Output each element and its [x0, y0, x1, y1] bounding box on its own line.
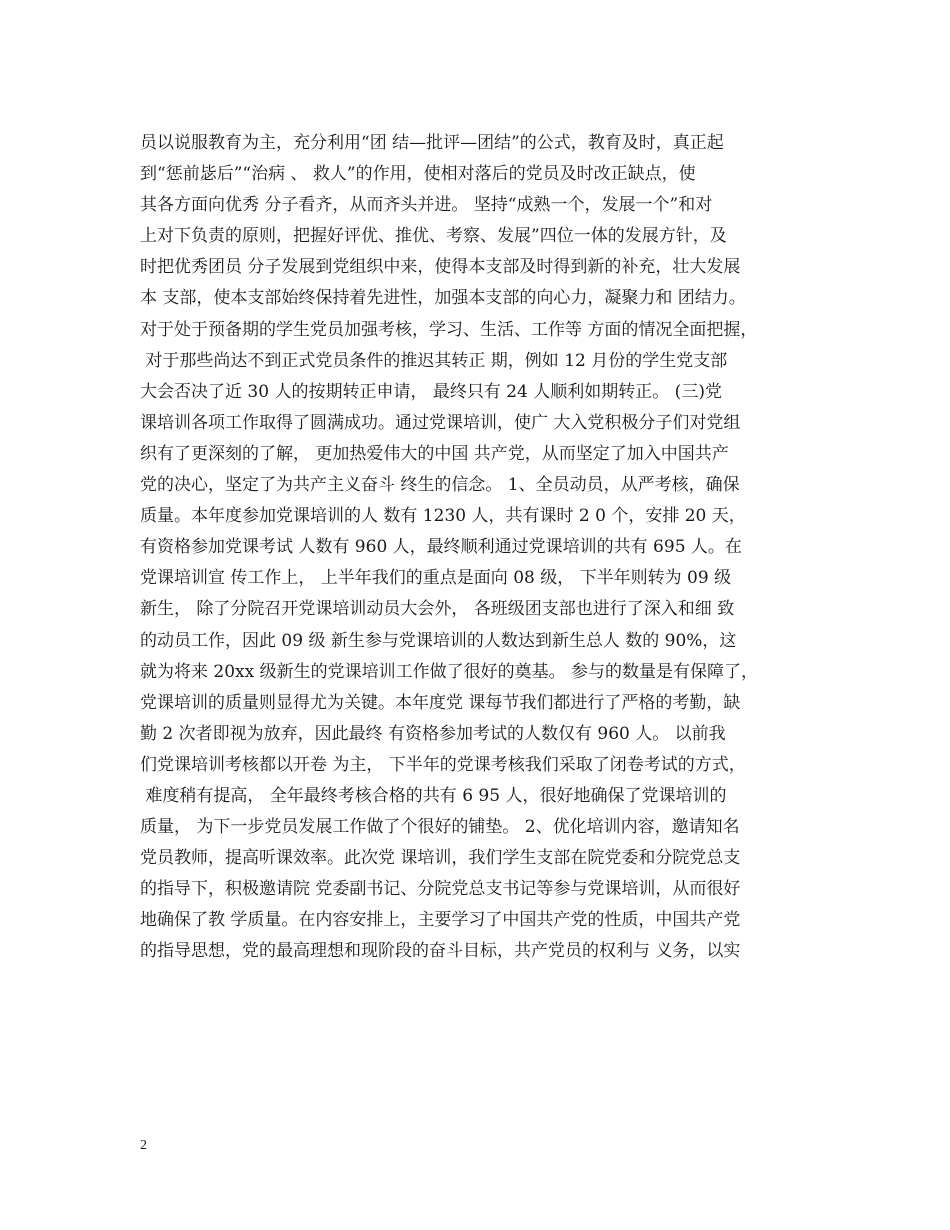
text-line: 勤 2 次者即视为放弃，因此最终 有资格参加考试的人数仅有 960 人。 以前我	[140, 723, 726, 744]
text-line: 对于那些尚达不到正式党员条件的推迟其转正 期，例如 12 月份的学生党支部	[140, 350, 728, 371]
text-line: 时把优秀团员 分子发展到党组织中来，使得本支部及时得到新的补充，壮大发展	[140, 257, 741, 278]
text-line: 党课培训的质量则显得尤为关键。本年度党 课每节我们都进行了严格的考勤，缺	[140, 692, 741, 713]
text-line: 到“惩前毖后”“治病 、 救人”的作用，使相对落后的党员及时改正缺点，使	[140, 164, 696, 185]
text-line: 员以说服教育为主，充分利用“团 结—批评—团结”的公式，教育及时，真正起	[140, 133, 724, 153]
text-line: 的动员工作，因此 09 级 新生参与党课培训的人数达到新生总人 数的 90%，这	[140, 630, 737, 651]
text-line: 党课培训宣 传工作上， 上半年我们的重点是面向 08 级， 下半年则转为 09 级	[140, 568, 732, 589]
body-text	[140, 128, 840, 968]
text-line: 就为将来 20xx 级新生的党课培训工作做了很好的奠基。 参与的数量是有保障了，	[140, 661, 759, 682]
text-line: 难度稍有提高， 全年最终考核合格的共有 6 95 人，很好地确保了党课培训的	[140, 785, 727, 806]
text-line: 党员教师，提高听课效率。此次党 课培训，我们学生支部在院党委和分院党总支	[140, 848, 741, 869]
text-line: 党的决心，坚定了为共产主义奋斗 终生的信念。 1、全员动员，从严考核，确保	[140, 475, 740, 496]
text-line: 质量， 为下一步党员发展工作做了个很好的铺垫。 2、优化培训内容，邀请知名	[140, 817, 740, 838]
text-line: 其各方面向优秀 分子看齐，从而齐头并进。 坚持“成熟一个，发展一个”和对	[140, 195, 713, 216]
page-number: 2	[140, 1138, 147, 1153]
text-line: 对于处于预备期的学生党员加强考核，学习、生活、工作等 方面的情况全面把握，	[140, 319, 758, 340]
text-line: 地确保了教 学质量。在内容安排上，主要学习了中国共产党的性质，中国共产党	[140, 910, 741, 931]
text-line: 质量。本年度参加党课培训的人 数有 1230 人，共有课时 2 0 个，安排 20 天，	[140, 506, 746, 527]
text-line: 的指导下，积极邀请院 党委副书记、分院党总支书记等参与党课培训，从而很好	[140, 879, 741, 900]
text-line: 本 支部，使本支部始终保持着先进性，加强本支部的向心力，凝聚力和 团结力。	[140, 288, 746, 309]
text-line: 们党课培训考核都以开卷 为主， 下半年的党课考核我们采取了闭卷考试的方式，	[140, 754, 746, 775]
text-line: 新生， 除了分院召开党课培训动员大会外， 各班级团支部也进行了深入和细 致	[140, 599, 735, 620]
text-line: 织有了更深刻的了解， 更加热爱伟大的中国 共产党，从而坚定了加入中国共产	[140, 443, 729, 464]
text-line: 上对下负责的原则，把握好评优、推优、考察、发展”四位一体的发展方针，及	[140, 226, 727, 247]
text-line: 的指导思想，党的最高理想和现阶段的奋斗目标，共产党员的权利与 义务，以实	[140, 941, 741, 962]
text-line: 课培训各项工作取得了圆满成功。通过党课培训，使广 大入党积极分子们对党组	[140, 412, 741, 433]
text-line: 有资格参加党课考试 人数有 960 人，最终顺利通过党课培训的共有 695 人。在	[140, 537, 742, 558]
text-line: 大会否决了近 30 人的按期转正申请， 最终只有 24 人顺利如期转正。 (三)党	[140, 381, 722, 402]
